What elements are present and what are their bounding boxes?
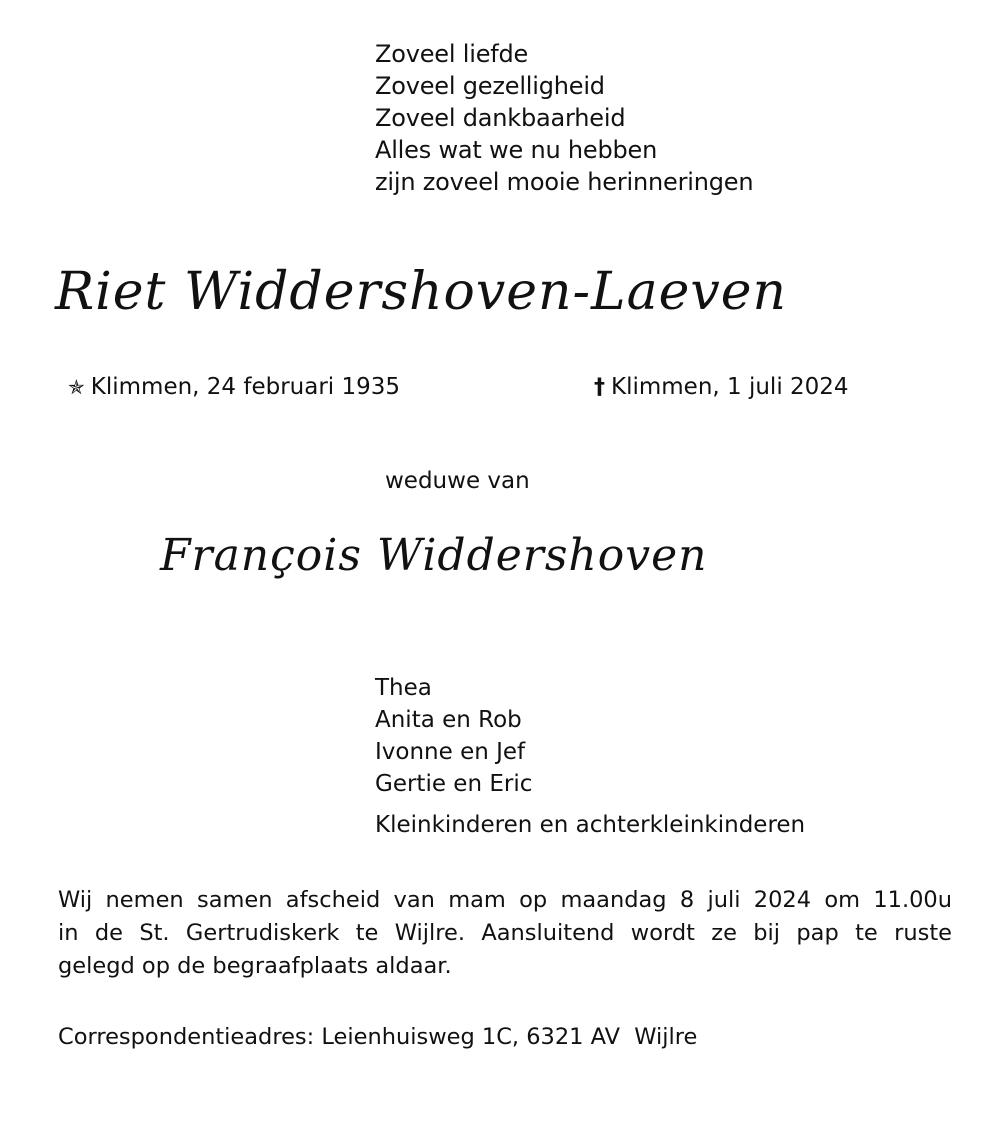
spouse-name: François Widdershoven	[160, 530, 708, 581]
family-member: Thea	[375, 675, 432, 701]
family-member: Ivonne en Jef	[375, 739, 526, 765]
cross-icon: †	[594, 375, 605, 400]
poem	[375, 38, 753, 198]
poem-line: Zoveel gezelligheid	[375, 72, 605, 100]
poem-line: Alles wat we nu hebben	[375, 136, 658, 164]
death-info	[594, 374, 849, 400]
death-text: Klimmen, 1 juli 2024	[611, 374, 849, 400]
star-icon: ✯	[68, 375, 85, 399]
birth-info	[68, 374, 400, 400]
birth-text: Klimmen, 24 februari 1935	[90, 374, 401, 400]
family-member: Anita en Rob	[375, 707, 522, 733]
deceased-name: Riet Widdershoven-Laeven	[55, 262, 787, 322]
relation-text: weduwe van	[385, 468, 530, 494]
poem-line: Zoveel dankbaarheid	[375, 104, 626, 132]
notice-line: in de St. Gertrudiskerk te Wijlre. Aansluitend wordt ze bij pap te ruste	[58, 920, 952, 946]
notice-line: Wij nemen samen afscheid van mam op maandag 8 juli 2024 om 11.00u	[58, 887, 952, 913]
family-list	[375, 672, 532, 800]
grandchildren-text: Kleinkinderen en achterkleinkinderen	[375, 812, 806, 838]
poem-line: zijn zoveel mooie herinneringen	[375, 168, 754, 196]
family-member: Gertie en Eric	[375, 771, 533, 797]
poem-line: Zoveel liefde	[375, 40, 529, 68]
correspondence-address: Correspondentieadres: Leienhuisweg 1C, 6321 AV Wijlre	[58, 1024, 698, 1050]
funeral-notice	[58, 884, 952, 983]
notice-line: gelegd op de begraafplaats aldaar.	[58, 953, 452, 979]
